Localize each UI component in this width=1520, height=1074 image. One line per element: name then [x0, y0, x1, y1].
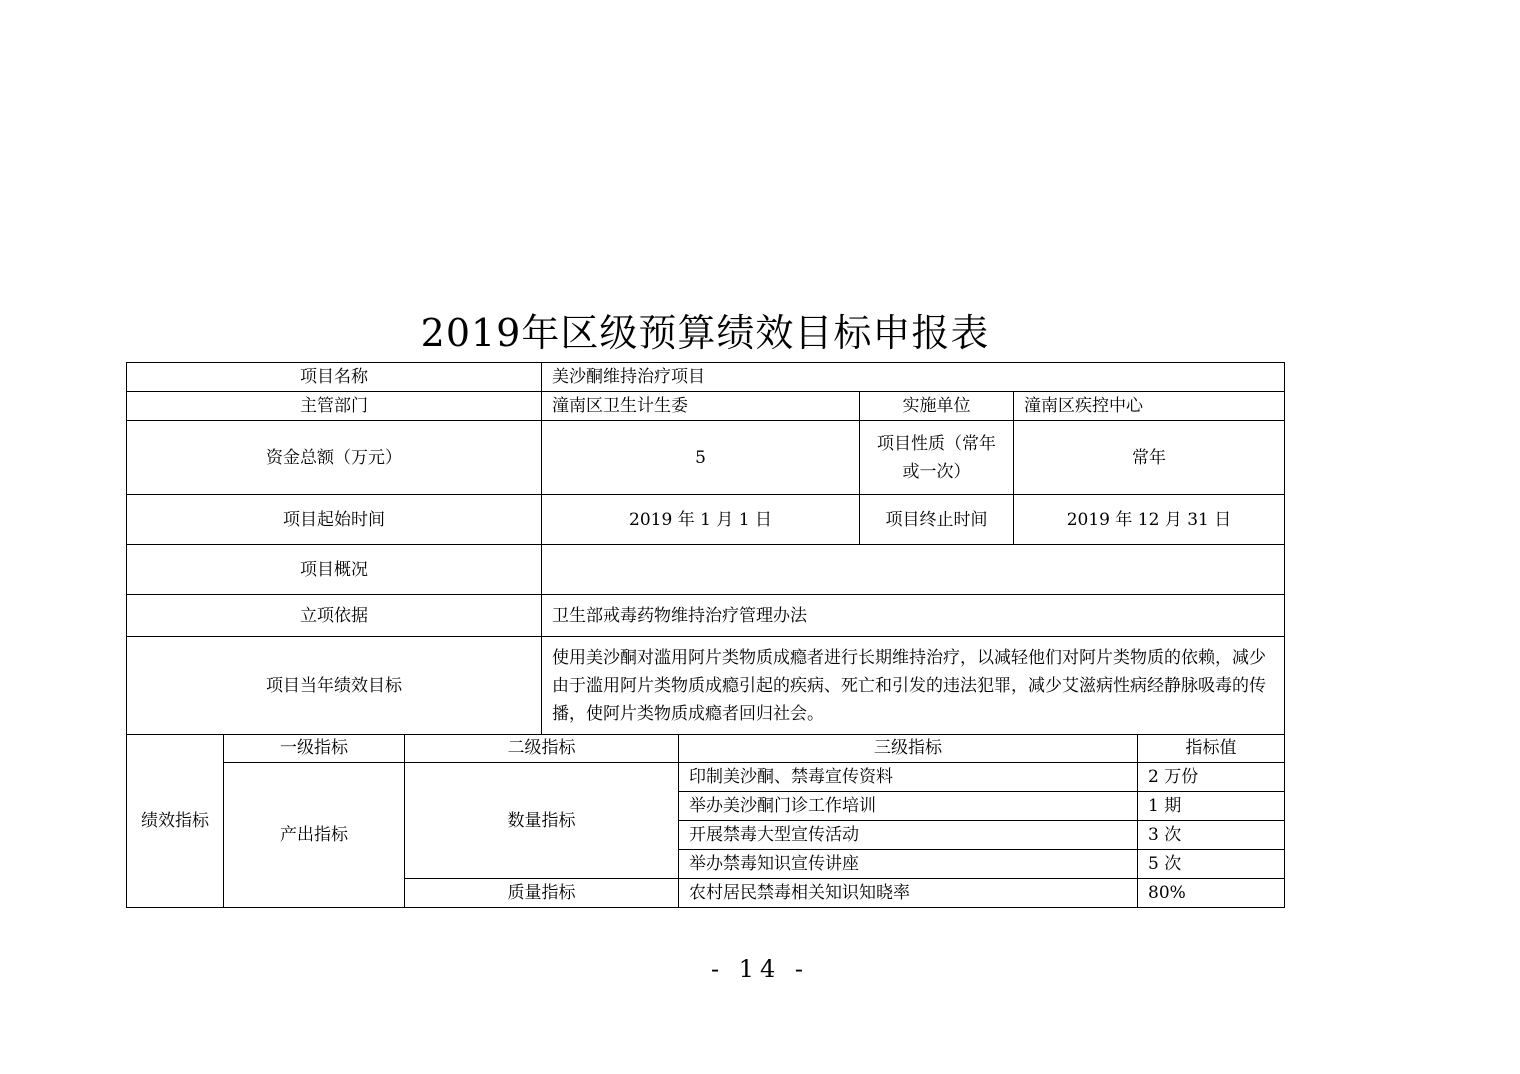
row-department	[127, 392, 1285, 421]
indicator-name: 印制美沙酮、禁毒宣传资料	[679, 763, 1138, 792]
nature-label: 项目性质（常年或一次）	[860, 421, 1014, 495]
impl-label: 实施单位	[860, 392, 1014, 421]
header-level3: 三级指标	[679, 734, 1138, 763]
basis-label: 立项依据	[127, 595, 542, 637]
start-value: 2019 年 1 月 1 日	[542, 495, 860, 545]
fund-value: 5	[542, 421, 860, 495]
dept-label: 主管部门	[127, 392, 542, 421]
row-project-name	[127, 363, 1285, 392]
overview-label: 项目概况	[127, 545, 542, 595]
fund-label: 资金总额（万元）	[127, 421, 542, 495]
goal-value: 使用美沙酮对滥用阿片类物质成瘾者进行长期维持治疗，以减轻他们对阿片类物质的依赖，减少由于滥用阿片类物质成瘾引起的疾病、死亡和引发的违法犯罪，减少艾滋病性病经静脉吸毒的传播，使阿片类物质成瘾者回归社会。	[542, 637, 1285, 735]
indicator-value: 2 万份	[1138, 763, 1285, 792]
table-row	[127, 763, 1285, 792]
indicators-table	[126, 734, 1285, 908]
project-name-value: 美沙酮维持治疗项目	[542, 363, 1285, 392]
page-number: - 14 -	[710, 955, 809, 983]
end-value: 2019 年 12 月 31 日	[1014, 495, 1285, 545]
start-label: 项目起始时间	[127, 495, 542, 545]
row-goal	[127, 637, 1285, 735]
impl-value: 潼南区疾控中心	[1014, 392, 1285, 421]
indicator-value: 80%	[1138, 879, 1285, 908]
level1-output: 产出指标	[224, 763, 405, 908]
row-dates	[127, 495, 1285, 545]
level2-quantity: 数量指标	[405, 763, 679, 879]
indicator-name: 开展禁毒大型宣传活动	[679, 821, 1138, 850]
project-name-label: 项目名称	[127, 363, 542, 392]
overview-value	[542, 545, 1285, 595]
header-level2: 二级指标	[405, 734, 679, 763]
indicator-name: 农村居民禁毒相关知识知晓率	[679, 879, 1138, 908]
header-value: 指标值	[1138, 734, 1285, 763]
row-basis	[127, 595, 1285, 637]
indicator-value: 1 期	[1138, 792, 1285, 821]
project-info-table	[126, 362, 1285, 735]
goal-label: 项目当年绩效目标	[127, 637, 542, 735]
row-fund	[127, 421, 1285, 495]
level2-quality: 质量指标	[405, 879, 679, 908]
end-label: 项目终止时间	[860, 495, 1014, 545]
dept-value: 潼南区卫生计生委	[542, 392, 860, 421]
header-level1: 一级指标	[224, 734, 405, 763]
indicator-name: 举办美沙酮门诊工作培训	[679, 792, 1138, 821]
indicator-value: 5 次	[1138, 850, 1285, 879]
indicators-section-label: 绩效指标	[127, 734, 224, 908]
basis-value: 卫生部戒毒药物维持治疗管理办法	[542, 595, 1285, 637]
page-title: 2019年区级预算绩效目标申报表	[420, 311, 990, 355]
indicator-name: 举办禁毒知识宣传讲座	[679, 850, 1138, 879]
row-overview	[127, 545, 1285, 595]
indicators-header-row	[127, 734, 1285, 763]
nature-value: 常年	[1014, 421, 1285, 495]
indicator-value: 3 次	[1138, 821, 1285, 850]
